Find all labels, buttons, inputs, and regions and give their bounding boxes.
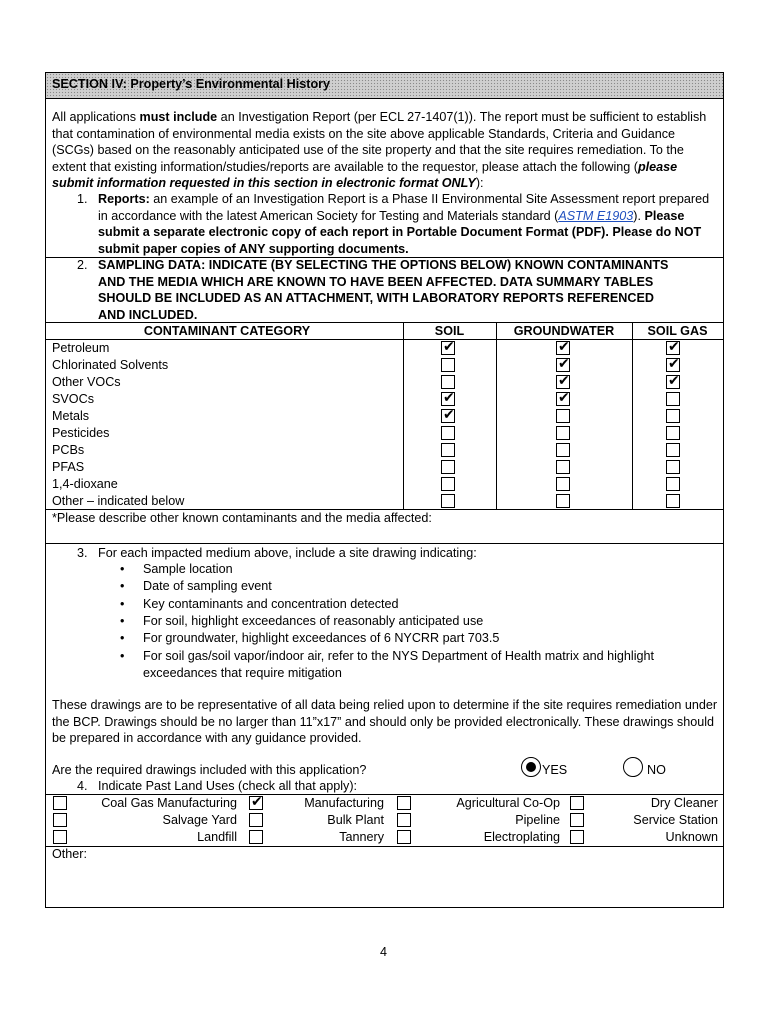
soil-gas-checkbox[interactable]: [666, 409, 680, 423]
table-header-3: SOIL GAS: [647, 324, 708, 338]
bullet-item: exceedances that require mitigation: [143, 665, 342, 680]
bullet-item: Date of sampling event: [143, 579, 272, 594]
contaminant-row-label: Other – indicated below: [52, 494, 185, 508]
check-mark-icon: ✔: [558, 373, 570, 389]
soil-checkbox[interactable]: [441, 358, 455, 372]
soil-checkbox[interactable]: [441, 375, 455, 389]
soil-gas-checkbox[interactable]: [666, 358, 680, 372]
soil-checkbox[interactable]: [441, 477, 455, 491]
land-use-checkbox[interactable]: [397, 830, 411, 844]
contaminant-row-label: 1,4-dioxane: [52, 477, 118, 491]
bullet-item: For soil, highlight exceedances of reasonably anticipated use: [143, 613, 484, 628]
soil-gas-checkbox[interactable]: [666, 426, 680, 440]
soil-checkbox[interactable]: [441, 426, 455, 440]
land-use-label: Electroplating: [483, 830, 560, 844]
groundwater-checkbox[interactable]: [556, 392, 570, 406]
item-3-number: 3.: [77, 546, 88, 560]
table-header-0: CONTAMINANT CATEGORY: [143, 324, 311, 338]
groundwater-checkbox[interactable]: [556, 477, 570, 491]
soil-gas-checkbox[interactable]: [666, 460, 680, 474]
contaminant-row-label: Metals: [52, 409, 90, 423]
drawings-question: Are the required drawings included with this application?: [52, 763, 367, 777]
groundwater-checkbox[interactable]: [556, 460, 570, 474]
land-use-label: Dry Cleaner: [650, 796, 718, 810]
check-mark-icon: ✔: [558, 356, 570, 372]
bullet-icon: •: [120, 579, 125, 594]
yes-label: YES: [542, 763, 568, 777]
other-contaminants-note: *Please describe other known contaminants and the media affected:: [52, 511, 432, 525]
groundwater-checkbox[interactable]: [556, 375, 570, 389]
contaminant-row-label: SVOCs: [52, 392, 94, 406]
groundwater-checkbox[interactable]: [556, 409, 570, 423]
land-use-checkbox[interactable]: [53, 830, 67, 844]
soil-checkbox[interactable]: [441, 392, 455, 406]
bullet-icon: •: [120, 596, 125, 611]
drawings-paragraph: These drawings are to be representative of all data being relied upon to determine if the site requires remediation under the BCP. Drawings should be no larger than 11”x17” and should only be provided electronically. These drawings should be prepared in accordance with any guidance provided.: [52, 698, 718, 745]
item-1-text: Reports: an example of an Investigation Report is a Phase II Environmental Site Assessment report prepared in accordance with the latest American Society for Testing and Materials standard (ASTM E1903). Please submit a separate electronic copy of each report in Portable Document Format (PDF). Please do NOT submit paper copies of ANY supporting documents.: [98, 192, 710, 256]
land-use-label: Salvage Yard: [162, 813, 237, 827]
contaminant-row-label: Other VOCs: [52, 375, 121, 389]
soil-gas-checkbox[interactable]: [666, 443, 680, 457]
yes-radio[interactable]: [521, 757, 541, 777]
bullet-item: For groundwater, highlight exceedances of 6 NYCRR part 703.5: [143, 631, 500, 646]
land-use-label: Bulk Plant: [327, 813, 384, 827]
land-use-checkbox[interactable]: [397, 796, 411, 810]
land-use-label: Manufacturing: [304, 796, 384, 810]
land-use-checkbox[interactable]: [53, 813, 67, 827]
land-use-checkbox[interactable]: [397, 813, 411, 827]
section-header: SECTION IV: Property’s Environmental History: [46, 73, 723, 99]
item-1-number: 1.: [77, 192, 88, 206]
item-2-text: SAMPLING DATA: INDICATE (BY SELECTING THE OPTIONS BELOW) KNOWN CONTAMINANTS AND THE MEDIA WHICH ARE KNOWN TO HAVE BEEN AFFECTED. DATA SUMMARY TABLES SHOULD BE INCLUDED AS AN ATTACHMENT, WITH LABORATORY REPORTS REFERENCED AND INCLUDED.: [98, 258, 669, 322]
land-use-checkbox[interactable]: [570, 796, 584, 810]
soil-checkbox[interactable]: [441, 409, 455, 423]
check-mark-icon: ✔: [251, 794, 263, 810]
land-use-label: Unknown: [665, 830, 718, 844]
groundwater-checkbox[interactable]: [556, 494, 570, 508]
contaminant-row-label: Petroleum: [52, 341, 110, 355]
bullet-item: Key contaminants and concentration detected: [143, 596, 399, 611]
soil-checkbox[interactable]: [441, 341, 455, 355]
soil-gas-checkbox[interactable]: [666, 477, 680, 491]
land-use-checkbox[interactable]: [249, 830, 263, 844]
item-3-text: For each impacted medium above, include a site drawing indicating:: [98, 546, 477, 560]
check-mark-icon: ✔: [668, 339, 680, 355]
soil-gas-checkbox[interactable]: [666, 341, 680, 355]
check-mark-icon: ✔: [668, 373, 680, 389]
bullet-icon: •: [120, 562, 125, 576]
bullet-item: For soil gas/soil vapor/indoor air, refer to the NYS Department of Health matrix and highlight: [143, 648, 654, 663]
item-4-number: 4.: [77, 779, 88, 793]
land-use-checkbox[interactable]: [53, 796, 67, 810]
table-header-1: SOIL: [434, 324, 465, 338]
contaminant-row-label: Pesticides: [52, 426, 110, 440]
bullet-icon: •: [120, 631, 125, 646]
no-radio[interactable]: [623, 757, 643, 777]
groundwater-checkbox[interactable]: [556, 341, 570, 355]
soil-checkbox[interactable]: [441, 460, 455, 474]
astm-link[interactable]: ASTM E1903: [558, 208, 634, 223]
bullet-icon: •: [120, 648, 125, 663]
groundwater-checkbox[interactable]: [556, 426, 570, 440]
intro-paragraph: All applications must include an Investigation Report (per ECL 27-1407(1)). The report must be sufficient to establish that contamination of environmental media exists on the site above applicable Standards, Criteria and Guidance (SCGs) based on the reasonably anticipated use of the site property and that the site requires remediation. To the extent that existing information/studies/reports are available to the requestor, please attach the following (please submit information requested in this section in electronic format ONLY):: [52, 110, 707, 190]
item-4-text: Indicate Past Land Uses (check all that apply):: [98, 779, 358, 793]
land-use-label: Tannery: [339, 830, 384, 844]
land-use-label: Agricultural Co-Op: [456, 796, 560, 810]
contaminant-row-label: PCBs: [52, 443, 85, 457]
land-use-label: Landfill: [197, 830, 237, 844]
check-mark-icon: ✔: [443, 339, 455, 355]
soil-gas-checkbox[interactable]: [666, 375, 680, 389]
soil-gas-checkbox[interactable]: [666, 494, 680, 508]
land-use-checkbox[interactable]: [570, 830, 584, 844]
soil-gas-checkbox[interactable]: [666, 392, 680, 406]
groundwater-checkbox[interactable]: [556, 443, 570, 457]
groundwater-checkbox[interactable]: [556, 358, 570, 372]
land-use-label: Pipeline: [515, 813, 560, 827]
land-use-label: Service Station: [633, 813, 718, 827]
check-mark-icon: ✔: [668, 356, 680, 372]
land-use-checkbox[interactable]: [249, 796, 263, 810]
check-mark-icon: ✔: [443, 390, 455, 406]
bullet-icon: •: [120, 613, 125, 628]
other-label: Other:: [52, 847, 87, 861]
item-2-number: 2.: [77, 258, 88, 272]
land-use-label: Coal Gas Manufacturing: [101, 796, 237, 810]
land-use-checkbox[interactable]: [249, 813, 263, 827]
check-mark-icon: ✔: [558, 390, 570, 406]
contaminant-row-label: PFAS: [52, 460, 85, 474]
soil-checkbox[interactable]: [441, 443, 455, 457]
check-mark-icon: ✔: [443, 407, 455, 423]
land-use-checkbox[interactable]: [570, 813, 584, 827]
bullet-item: Sample location: [143, 562, 233, 576]
no-label: NO: [647, 763, 666, 777]
page-number: 4: [380, 945, 388, 959]
soil-checkbox[interactable]: [441, 494, 455, 508]
table-header-2: GROUNDWATER: [513, 324, 615, 338]
check-mark-icon: ✔: [558, 339, 570, 355]
contaminant-row-label: Chlorinated Solvents: [52, 358, 169, 372]
